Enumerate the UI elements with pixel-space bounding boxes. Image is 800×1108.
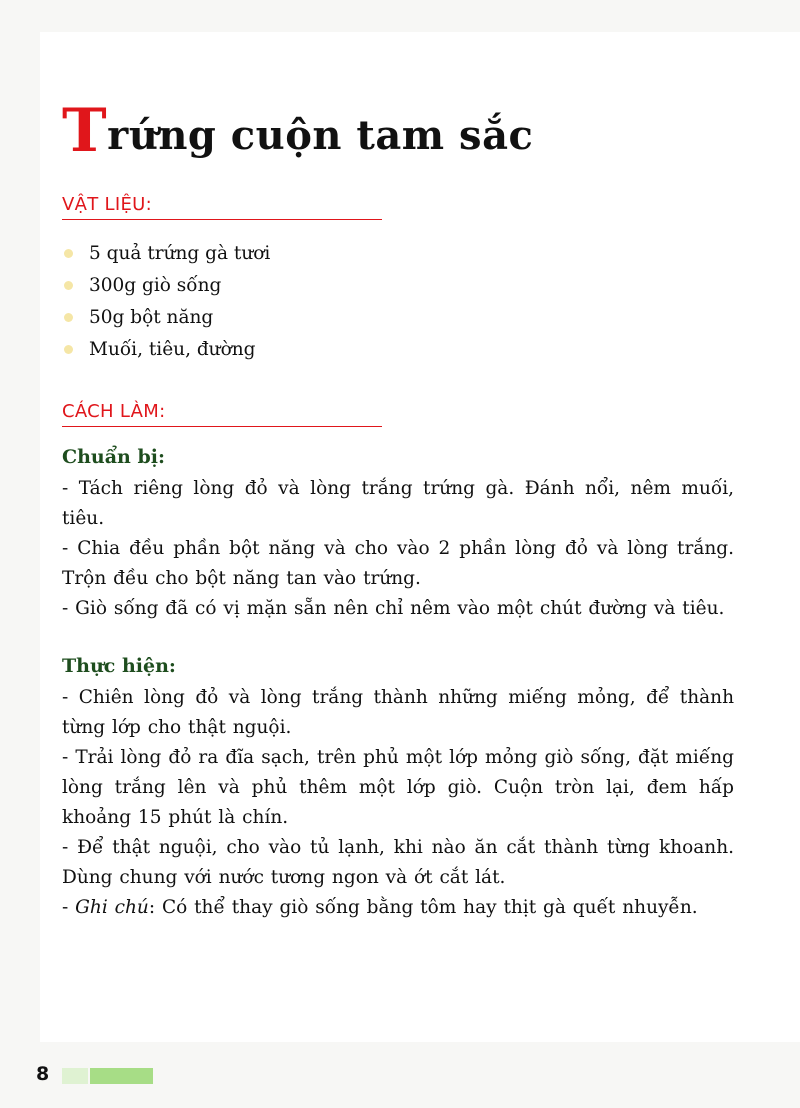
execution-step: - Để thật nguội, cho vào tủ lạnh, khi nào ăn cắt thành từng khoanh. Dùng chung với nước tương ngon và ớt cắt lát. — [62, 837, 734, 888]
material-text: 300g giò sống — [89, 275, 222, 296]
note-text: : Có thể thay giò sống bằng tôm hay thịt gà quết nhuyễn. — [148, 897, 698, 918]
execution-step: - Trải lòng đỏ ra đĩa sạch, trên phủ một lớp mỏng giò sống, đặt miếng lòng trắng lên và phủ thêm một lớp giò. Cuộn tròn lại, đem hấp khoảng 15 phút là chín. — [62, 747, 734, 828]
execution-steps — [62, 683, 734, 923]
preparation-step: - Tách riêng lòng đỏ và lòng trắng trứng gà. Đánh nổi, nêm muối, tiêu. — [62, 478, 734, 529]
material-item — [62, 302, 270, 334]
page-number: 8 — [36, 1063, 50, 1085]
title-first-letter: T — [62, 96, 108, 166]
preparation-steps — [62, 474, 734, 624]
material-item — [62, 270, 270, 302]
bullet-dot-icon — [64, 313, 73, 322]
recipe-title — [62, 96, 533, 166]
execution-step: - Chiên lòng đỏ và lòng trắng thành những miếng mỏng, để thành từng lớp cho thật nguội. — [62, 687, 734, 738]
material-item — [62, 334, 270, 366]
bullet-dot-icon — [64, 281, 73, 290]
materials-list — [62, 238, 270, 366]
footer-decor-bar — [90, 1068, 153, 1084]
material-text: 5 quả trứng gà tươi — [89, 243, 271, 264]
bullet-dot-icon — [64, 249, 73, 258]
note-step — [62, 893, 734, 923]
preparation-step: - Chia đều phần bột năng và cho vào 2 phần lòng đỏ và lòng trắng. Trộn đều cho bột năng tan vào trứng. — [62, 538, 734, 589]
title-rest: rứng cuộn tam sắc — [107, 112, 534, 159]
method-heading: CÁCH LÀM: — [62, 401, 382, 427]
note-prefix: - — [62, 897, 76, 918]
material-text: Muối, tiêu, đường — [89, 339, 256, 360]
material-item — [62, 238, 270, 270]
material-text: 50g bột năng — [89, 307, 214, 328]
bullet-dot-icon — [64, 345, 73, 354]
preparation-heading: Chuẩn bị: — [62, 446, 166, 468]
note-label: Ghi chú — [75, 897, 149, 918]
preparation-step: - Giò sống đã có vị mặn sẵn nên chỉ nêm vào một chút đường và tiêu. — [62, 598, 725, 619]
footer-decor-bar-light — [62, 1068, 88, 1084]
materials-heading: VẬT LIỆU: — [62, 194, 382, 220]
execution-heading: Thực hiện: — [62, 655, 176, 677]
